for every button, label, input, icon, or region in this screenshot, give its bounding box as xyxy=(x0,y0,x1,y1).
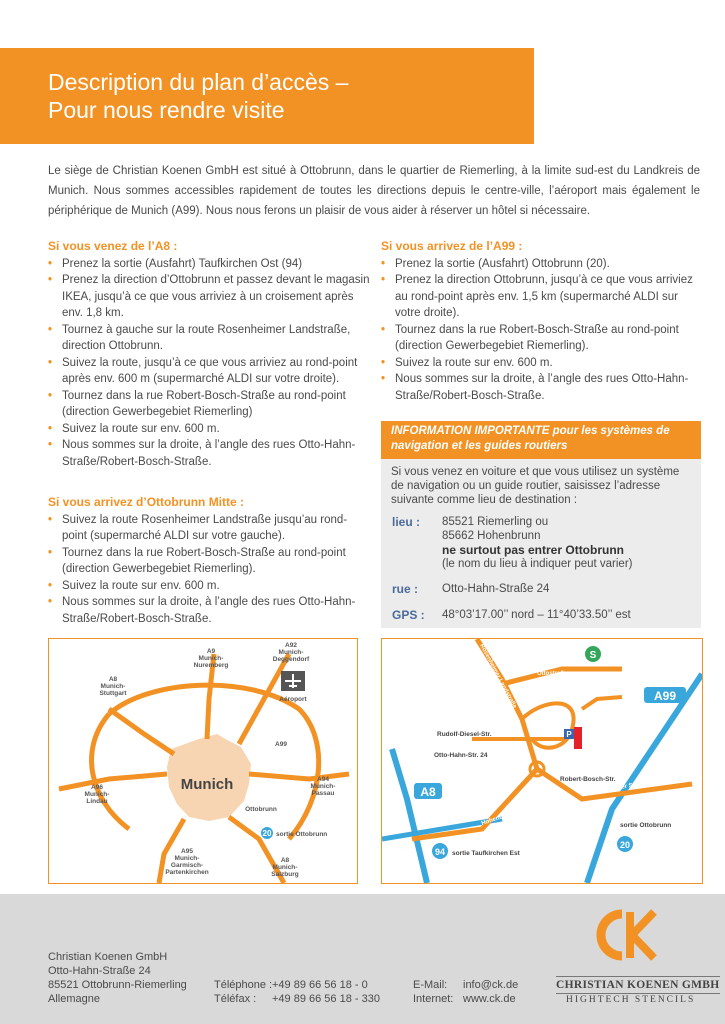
list-item: • Prenez la direction Ottobrunn, jusqu’à ce que vous arriviez au rond-point après env. 1,5 km (supermarché ALDI sur votre droite). xyxy=(381,272,701,322)
web-link[interactable]: www.ck.de xyxy=(463,993,516,1005)
list-item: • Suivez la route sur env. 600 m. xyxy=(48,421,370,438)
s-bahn-letter: S xyxy=(589,650,597,661)
lieu-label: lieu : xyxy=(392,515,421,529)
label-a8n-sub2: Stuttgart xyxy=(99,690,127,697)
label-airport: Aéroport xyxy=(279,696,307,703)
destination-marker xyxy=(574,727,582,749)
label-taufkirchner: Taufkirchner Straße xyxy=(591,780,648,796)
info-box-text: Si vous venez en voiture et que vous utilisez un système de navigation ou un guide routier, saisissez l’adresse suivante comme lieu de destination : xyxy=(391,466,680,506)
title-banner xyxy=(0,48,534,144)
list-item: • Suivez la route Rosenheimer Landstraße jusqu’au rond-point (supermarché ALDI sur votre gauche). xyxy=(48,512,370,545)
label-ottostrasse: Ottostraße xyxy=(537,671,568,677)
label-ottobrunn: Ottobrunn xyxy=(245,806,277,813)
fax-value: +49 89 66 56 18 - 330 xyxy=(272,993,380,1005)
footer xyxy=(0,894,725,1024)
label-a8s: A8 xyxy=(280,857,290,864)
label-a95: A95 xyxy=(181,848,193,855)
list-item: • Prenez la direction d’Ottobrunn et passez devant le magasin IKEA, jusqu’à ce que vous arriviez à un croisement après env. 1,8 km. xyxy=(48,272,370,322)
label-otto-hahn: Otto-Hahn-Str. 24 xyxy=(434,752,488,759)
label-sortie-ottobrunn: sortie Ottobrunn xyxy=(276,831,328,838)
email-link[interactable]: info@ck.de xyxy=(463,979,519,991)
lieu-note: (le nom du lieu à indiquer peut varier) xyxy=(442,558,633,570)
parking-letter: P xyxy=(566,730,572,739)
label-a92-sub2: Deggendorf xyxy=(272,656,310,663)
label-a95-sub3: Partenkirchen xyxy=(165,869,209,876)
a99-shield-label: A99 xyxy=(653,689,677,703)
label-a8s-sub1: Munich- xyxy=(272,864,298,871)
footer-country: Allemagne xyxy=(48,993,100,1005)
label-a96-sub2: Lindau xyxy=(86,798,108,805)
exit-20-number: 20 xyxy=(262,829,272,838)
a8n-road xyxy=(109,709,174,754)
a8-motorway xyxy=(392,749,427,883)
label-a8n: A8 xyxy=(108,676,118,683)
tel-value: +49 89 66 56 18 - 0 xyxy=(272,979,368,991)
list-item: • Suivez la route sur env. 600 m. xyxy=(48,578,370,595)
list-item: • Prenez la sortie (Ausfahrt) Ottobrunn (20). xyxy=(381,256,701,273)
lieu-warning: ne surtout pas entrer Ottobrunn xyxy=(442,543,625,557)
logo-company-name: CHRISTIAN KOENEN GMBH xyxy=(556,976,720,994)
label-a99: A99 xyxy=(275,741,287,748)
info-box-title: INFORMATION IMPORTANTE pour les systèmes de navigation et les guides routiers xyxy=(381,421,701,459)
list-item: • Tournez à gauche sur la route Rosenheimer Landstraße, direction Ottobrunn. xyxy=(48,322,370,355)
a96-road xyxy=(59,774,167,789)
label-a95-sub1: Munich- xyxy=(174,855,200,862)
label-sortie-taufkirchen: sortie Taufkirchen Est xyxy=(452,850,520,857)
label-a96: A96 xyxy=(91,784,103,791)
section-a99 xyxy=(381,238,701,404)
detail-map xyxy=(381,638,703,884)
taufkirchner-road xyxy=(537,769,692,799)
footer-company: Christian Koenen GmbH xyxy=(48,951,168,963)
title-line-2: Pour nous rendre visite xyxy=(48,97,285,123)
label-hohenbrunner: Hohenbrunner Straße xyxy=(480,802,542,827)
title-line-1: Description du plan d’accès – xyxy=(48,69,349,95)
section-ottobrunn-mitte xyxy=(48,494,370,627)
lieu-line-1: 85521 Riemerling ou xyxy=(442,516,549,528)
a8-shield-label: A8 xyxy=(420,785,436,799)
logo-tagline: HIGHTECH STENCILS xyxy=(566,995,696,1005)
intro-paragraph: Le siège de Christian Koenen GmbH est situé à Ottobrunn, dans le quartier de Riemerling, à la limite sud-est du Landkreis de Munich. Nous sommes accessibles rapidement de toutes les directions depuis le centre-ville, l’aéroport mais également le périphérique de Munich (A99). Nous nous ferons un plaisir de vous aider à réserver un hôtel si nécessaire. xyxy=(48,165,700,217)
rue-label: rue : xyxy=(392,582,419,596)
list-item: • Tournez dans la rue Robert-Bosch-Straße au rond-point (direction Gewerbegebiet Riemerling). xyxy=(381,322,701,355)
web-label: Internet: xyxy=(413,993,454,1005)
exit-20-number: 20 xyxy=(619,840,631,850)
label-a92: A92 xyxy=(285,642,297,649)
section-a99-title: Si vous arrivez de l’A99 : xyxy=(381,239,523,253)
footer-street: Otto-Hahn-Straße 24 xyxy=(48,965,151,977)
page-title xyxy=(48,68,348,124)
email-label: E-Mail: xyxy=(413,979,448,991)
section-a8 xyxy=(48,238,370,470)
overview-map-graphic xyxy=(49,639,357,883)
a99-ring-west xyxy=(92,714,129,829)
list-item: • Nous sommes sur la droite, à l’angle des rues Otto-Hahn-Straße/Robert-Bosch-Straße. xyxy=(381,371,701,404)
section-mitte-title: Si vous arrivez d’Ottobrunn Mitte : xyxy=(48,495,245,509)
label-a9-sub1: Munich- xyxy=(198,655,224,662)
label-a94-sub2: Passau xyxy=(311,790,335,797)
label-a92-sub1: Munich- xyxy=(278,649,304,656)
label-a95-sub2: Garmisch- xyxy=(170,862,204,869)
label-munich: Munich xyxy=(180,776,234,793)
label-robert-bosch: Robert-Bosch-Str. xyxy=(560,776,616,783)
list-item: • Suivez la route sur env. 600 m. xyxy=(381,355,701,372)
list-item: • Tournez dans la rue Robert-Bosch-Straße au rond-point (direction Gewerbegebiet Riemerling). xyxy=(48,545,370,578)
label-a8s-sub2: Salzburg xyxy=(271,871,299,878)
label-a9-sub2: Nuremberg xyxy=(193,662,229,669)
label-a96-sub1: Munich- xyxy=(84,791,110,798)
gps-value: 48°03’17.00’’ nord – 11°40’33.50’’ est xyxy=(442,609,631,621)
list-item: • Tournez dans la rue Robert-Bosch-Straße au rond-point (direction Gewerbegebiet Riemerling) xyxy=(48,388,370,421)
label-a94: A94 xyxy=(317,776,329,783)
list-item: • Nous sommes sur la droite, à l’angle des rues Otto-Hahn-Straße/Robert-Bosch-Straße. xyxy=(48,437,370,470)
ck-logo-icon xyxy=(592,906,662,964)
footer-city: 85521 Ottobrunn-Riemerling xyxy=(48,979,187,991)
label-a9: A9 xyxy=(206,648,216,655)
a94-road xyxy=(249,774,349,779)
overview-map xyxy=(48,638,358,884)
tel-label: Téléphone : xyxy=(214,979,273,991)
rue-value: Otto-Hahn-Straße 24 xyxy=(442,583,550,595)
feeder-road xyxy=(582,697,622,709)
gps-label: GPS : xyxy=(392,608,425,622)
fax-label: Téléfax : xyxy=(214,993,257,1005)
list-item: • Nous sommes sur la droite, à l’angle des rues Otto-Hahn-Straße/Robert-Bosch-Straße. xyxy=(48,594,370,627)
list-item: • Suivez la route, jusqu’à ce que vous arriviez au rond-point après env. 600 m (supermarché ALDI sur votre droite). xyxy=(48,355,370,388)
label-sortie-ottobrunn: sortie Ottobrunn xyxy=(620,822,672,829)
list-item: • Prenez la sortie (Ausfahrt) Taufkirchen Ost (94) xyxy=(48,256,370,273)
navigation-info-box xyxy=(381,421,701,628)
label-rosenheimer: Rosenheimer Landstraße xyxy=(478,643,518,710)
label-a94-sub1: Munich- xyxy=(310,783,336,790)
exit-94-number: 94 xyxy=(434,847,446,857)
label-rudolf-diesel: Rudolf-Diesel-Str. xyxy=(437,731,492,738)
section-a8-title: Si vous venez de l’A8 : xyxy=(48,239,178,253)
label-a8n-sub1: Munich- xyxy=(100,683,126,690)
lieu-line-2: 85662 Hohenbrunn xyxy=(442,530,541,542)
detail-map-graphic xyxy=(382,639,702,883)
